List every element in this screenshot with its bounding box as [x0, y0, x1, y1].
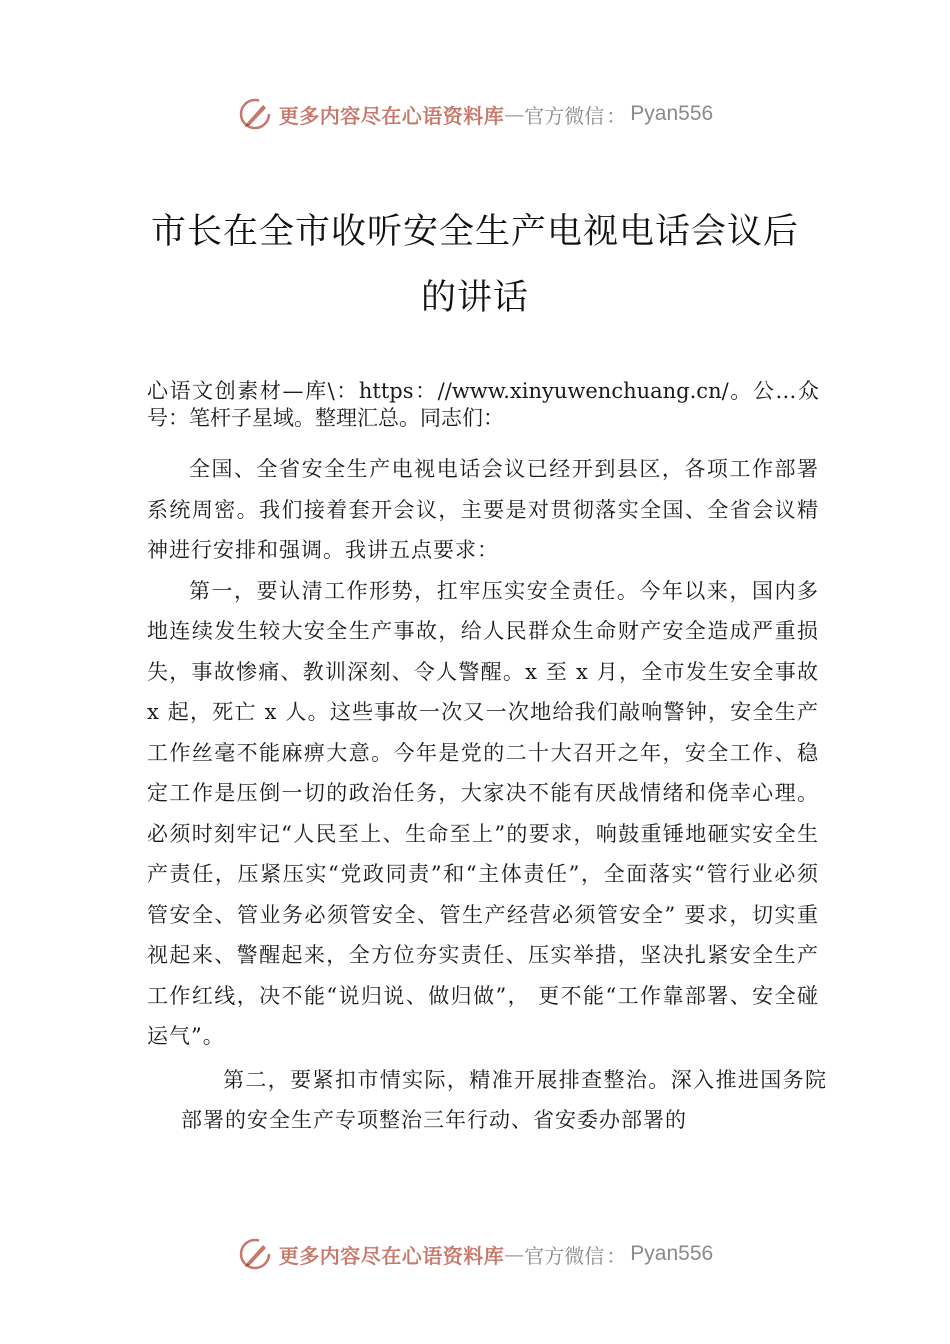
brush-pen-logo-icon [237, 1236, 273, 1272]
banner-colon: ： [606, 103, 627, 128]
banner-separator: — [504, 102, 525, 126]
document-title-line1: 市长在全市收听安全生产电视电话会议后 [150, 212, 799, 252]
paragraph-1: 全国、全省安全生产电视电话会议已经开到县区，各项工作部署系统周密。我们接着套开会议，主要是对贯彻落实全国、全省会议精神进行安排和强调。我讲五点要求： [147, 457, 819, 562]
banner-colon: ： [606, 1243, 627, 1268]
paragraph-2: 第一，要认清工作形势，扛牢压实安全责任。今年以来，国内多地连续发生较大安全生产事故，给人民群众生命财产安全造成严重损失，事故惨痛、教训深刻、令人警醒。x 至 x 月，全市发生安全事故 x 起，死亡 x 人。这些事故一次又一次地给我们敲响警钟，安全生产工作丝毫不能麻痹大意。今年是党的二十大召开之年，安全工作、稳定工作是压倒一切的政治任务，大家决不能有厌战情绪和侥幸心理。必须时刻牢记“人民至上、生命至上”的要求，响鼓重锤地砸实安全生产责任，压紧压实“党政同责”和“主体责任”，全面落实“管行业必须管安全、管业务必须管安全、管生产经营必须管安全” 要求，切实重视起来、警醒起来，全方位夯实责任、压实举措，坚决扎紧安全生产工作红线，决不能“说归说、做归做”， 更不能“工作靠部署、安全碰运气”。 [147, 578, 819, 1048]
banner-wechat-id: Pyan556 [630, 1242, 714, 1265]
banner-wechat-label: 官方微信 [524, 1243, 605, 1268]
header-banner [0, 92, 950, 136]
paragraph-3: 第二，要紧扣市情实际，精准开展排查整治。深入推进国务院部署的安全生产专项整治三年行动、省安委办部署的 [181, 1067, 827, 1132]
banner-separator: — [504, 1242, 525, 1266]
footer-banner [0, 1232, 950, 1276]
banner-wechat-id: Pyan556 [630, 102, 714, 125]
banner-brand-text: 更多内容尽在心语资料库 [278, 1243, 505, 1268]
banner-wechat-label: 官方微信 [524, 103, 605, 128]
document-body [147, 378, 827, 1141]
brush-pen-logo-icon [237, 96, 273, 132]
document-title-line2: 的讲话 [420, 278, 529, 318]
banner-brand-text: 更多内容尽在心语资料库 [278, 103, 505, 128]
source-note: 心语文创素材—库\：https：//www.xinyuwenchuang.cn/。公…众号：笔杆子星域。整理汇总。同志们： [147, 379, 819, 430]
